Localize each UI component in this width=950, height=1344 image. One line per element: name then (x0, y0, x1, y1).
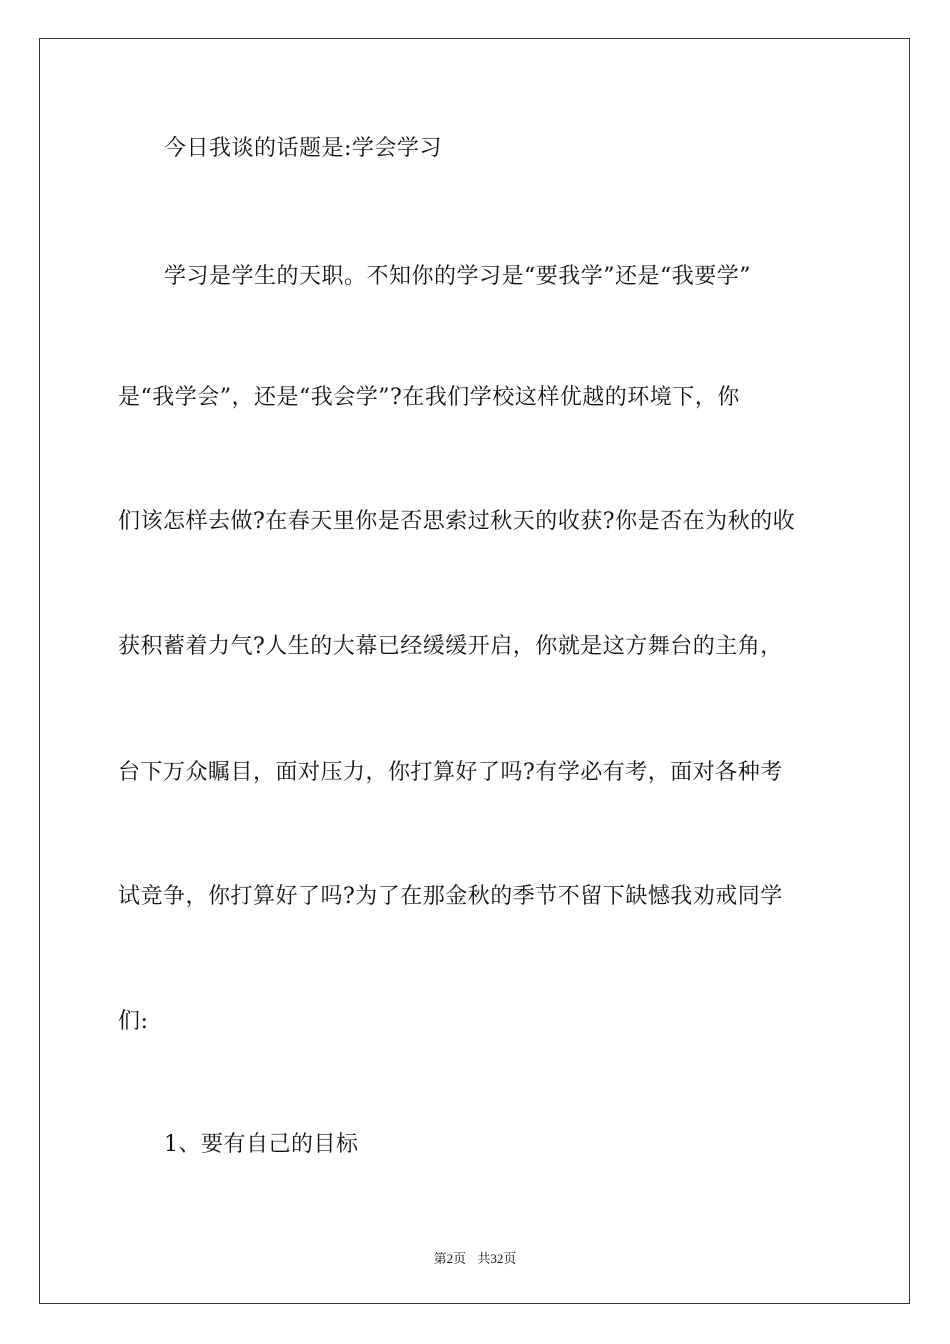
list-item-1: 1、要有自己的目标 (164, 1132, 359, 1157)
paragraph-line-3: 们该怎样去做?在春天里你是否思索过秋天的收获?你是否在为秋的收 (118, 509, 796, 534)
page-number: 第2页 (433, 1251, 467, 1266)
paragraph-line-4: 获积蓄着力气?人生的大幕已经缓缓开启，你就是这方舞台的主角， (118, 634, 783, 659)
page-border (39, 38, 910, 1304)
topic-line: 今日我谈的话题是:学会学习 (164, 136, 442, 161)
paragraph-line-1: 学习是学生的天职。不知你的学习是“要我学”还是“我要学” (164, 264, 751, 289)
paragraph-line-7: 们: (118, 1009, 149, 1034)
paragraph-line-5: 台下万众瞩目，面对压力，你打算好了吗?有学必有考，面对各种考 (118, 760, 783, 785)
paragraph-line-6: 试竞争，你打算好了吗?为了在那金秋的季节不留下缺憾我劝戒同学 (118, 884, 783, 909)
page-footer (0, 1248, 950, 1267)
total-pages: 共32页 (477, 1251, 517, 1266)
paragraph-line-2: 是“我学会”，还是“我会学”?在我们学校这样优越的环境下，你 (118, 385, 740, 410)
